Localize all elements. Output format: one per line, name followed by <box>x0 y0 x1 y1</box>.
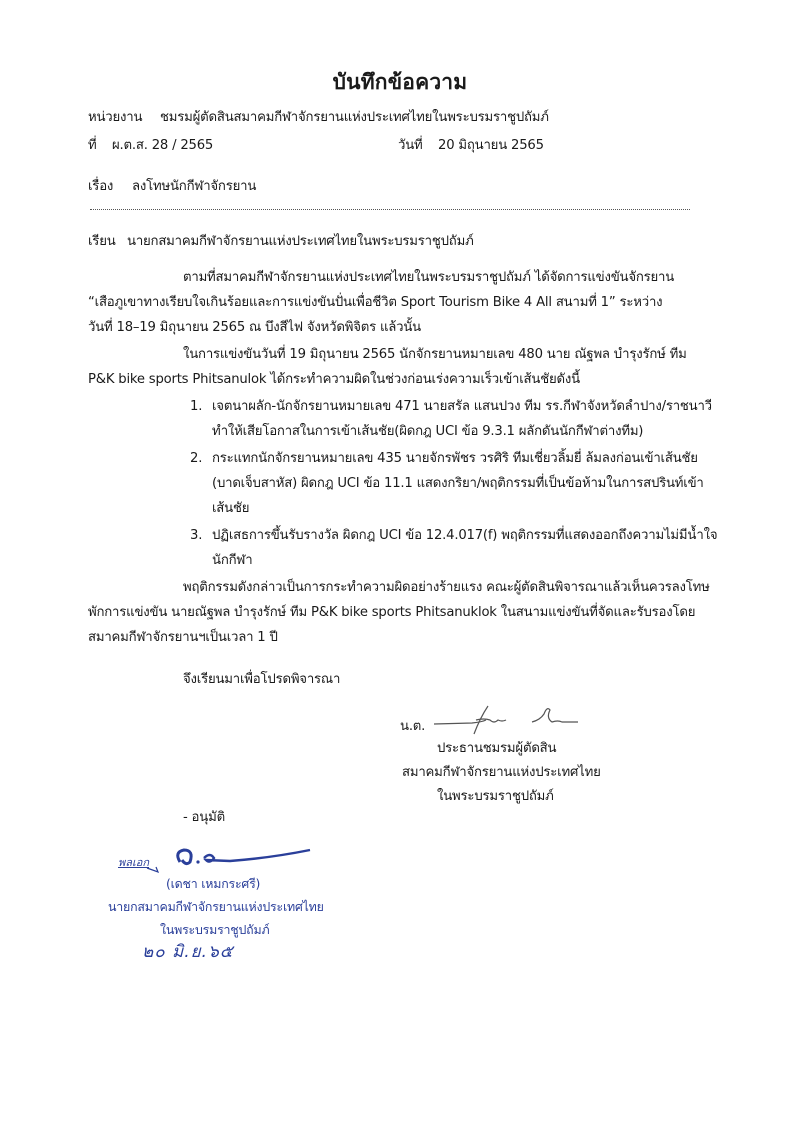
violation-2-number: 2. <box>190 451 203 466</box>
violation-2-line-3: เส้นชัย <box>212 501 250 516</box>
approver-name: (เดชา เหมกระศรี) <box>166 876 261 891</box>
to-label: เรียน <box>88 234 116 249</box>
violation-2-line-1: กระแทกนักจักรยานหมายเลข 435 นายจักรพัชร วรศิริ ทีมเชี่ยวลิ้มยี่ ล้มลงก่อนเข้าเส้นชัย <box>212 451 698 466</box>
unit-label: หน่วยงาน <box>88 110 143 125</box>
paragraph-2-line-1: ในการแข่งขันวันที่ 19 มิถุนายน 2565 นักจักรยานหมายเลข 480 นาย ณัฐพล บำรุงรักษ์ ทีม <box>183 347 687 362</box>
violation-3-line-1: ปฏิเสธการขึ้นรับรางวัล ผิดกฎ UCI ข้อ 12.4.017(f) พฤติกรรมที่แสดงออกถึงความไม่มีน้ำใจ <box>212 528 718 543</box>
approver-title-line-1: นายกสมาคมกีฬาจักรยานแห่งประเทศไทย <box>108 899 324 914</box>
signer-title-line-3: ในพระบรมราชูปถัมภ์ <box>437 789 554 804</box>
subject-label: เรื่อง <box>88 179 114 194</box>
approval-signature-icon <box>170 842 320 872</box>
violation-3-line-2: นักกีฬา <box>212 553 253 568</box>
violation-3-number: 3. <box>190 528 203 543</box>
violation-1-number: 1. <box>190 399 203 414</box>
handwritten-date: ๒๐ มิ.ย.๖๕ <box>142 942 234 962</box>
paragraph-1-line-2: “เสือภูเขาทางเรียบใจเกินร้อยและการแข่งขันปั่นเพื่อชีวิต Sport Tourism Bike 4 All สนามที่ 1” ระหว่าง <box>88 295 663 310</box>
ref-label: ที่ <box>88 138 97 153</box>
signer-title-line-1: ประธานชมรมผู้ตัดสิน <box>437 741 557 756</box>
ref-value: ผ.ต.ส. 28 / 2565 <box>112 138 214 153</box>
closing-line: จึงเรียนมาเพื่อโปรดพิจารณา <box>183 672 341 687</box>
violation-1-line-1: เจตนาผลัก-นักจักรยานหมายเลข 471 นายสรัล แสนปวง ทีม รร.กีฬาจังหวัดลำปาง/ราชนาวี <box>212 399 712 414</box>
date-value: 20 มิถุนายน 2565 <box>438 138 544 153</box>
paragraph-3-line-2: พักการแข่งขัน นายณัฐพล บำรุงรักษ์ ทีม P&K bike sports Phitsanuklok ในสนามแข่งขันที่จัดและรับรองโดย <box>88 605 696 620</box>
approval-label: - อนุมัติ <box>183 810 225 825</box>
paragraph-3-line-3: สมาคมกีฬาจักรยานฯเป็นเวลา 1 ปี <box>88 630 278 645</box>
dotted-separator <box>90 209 690 212</box>
handwritten-signature-icon <box>432 700 582 740</box>
signature-prefix: น.ต. <box>400 719 426 734</box>
signer-title-line-2: สมาคมกีฬาจักรยานแห่งประเทศไทย <box>402 765 601 780</box>
subject-value: ลงโทษนักกีฬาจักรยาน <box>132 179 257 194</box>
violation-2-line-2: (บาดเจ็บสาหัส) ผิดกฎ UCI ข้อ 11.1 แสดงกริยา/พฤติกรรมที่เป็นข้อห้ามในการสปรินท์เข้า <box>212 476 704 491</box>
paragraph-2-line-2: P&K bike sports Phitsanulok ได้กระทำความผิดในช่วงก่อนเร่งความเร็วเข้าเส้นชัยดังนี้ <box>88 372 580 387</box>
paragraph-3-line-1: พฤติกรรมดังกล่าวเป็นการกระทำความผิดอย่างร้ายแรง คณะผู้ตัดสินพิจารณาแล้วเห็นควรลงโทษ <box>183 580 710 595</box>
violation-1-line-2: ทำให้เสียโอกาสในการเข้าเส้นชัย(ผิดกฎ UCI ข้อ 9.3.1 ผลักดันนักกีฬาต่างทีม) <box>212 424 644 439</box>
to-value: นายกสมาคมกีฬาจักรยานแห่งประเทศไทยในพระบรมราชูปถัมภ์ <box>127 234 474 249</box>
stamp-rank: พลเอก <box>118 856 150 869</box>
stamp-mark-icon <box>146 866 160 876</box>
paragraph-1-line-1: ตามที่สมาคมกีฬาจักรยานแห่งประเทศไทยในพระบรมราชูปถัมภ์ ได้จัดการแข่งขันจักรยาน <box>183 270 675 285</box>
memo-title: บันทึกข้อความ <box>332 70 468 94</box>
unit-value: ชมรมผู้ตัดสินสมาคมกีฬาจักรยานแห่งประเทศไทยในพระบรมราชูปถัมภ์ <box>160 110 549 125</box>
approver-title-line-2: ในพระบรมราชูปถัมภ์ <box>160 922 270 937</box>
paragraph-1-line-3: วันที่ 18–19 มิถุนายน 2565 ณ บึงสีไฟ จังหวัดพิจิตร แล้วนั้น <box>88 320 421 335</box>
date-label: วันที่ <box>398 138 423 153</box>
